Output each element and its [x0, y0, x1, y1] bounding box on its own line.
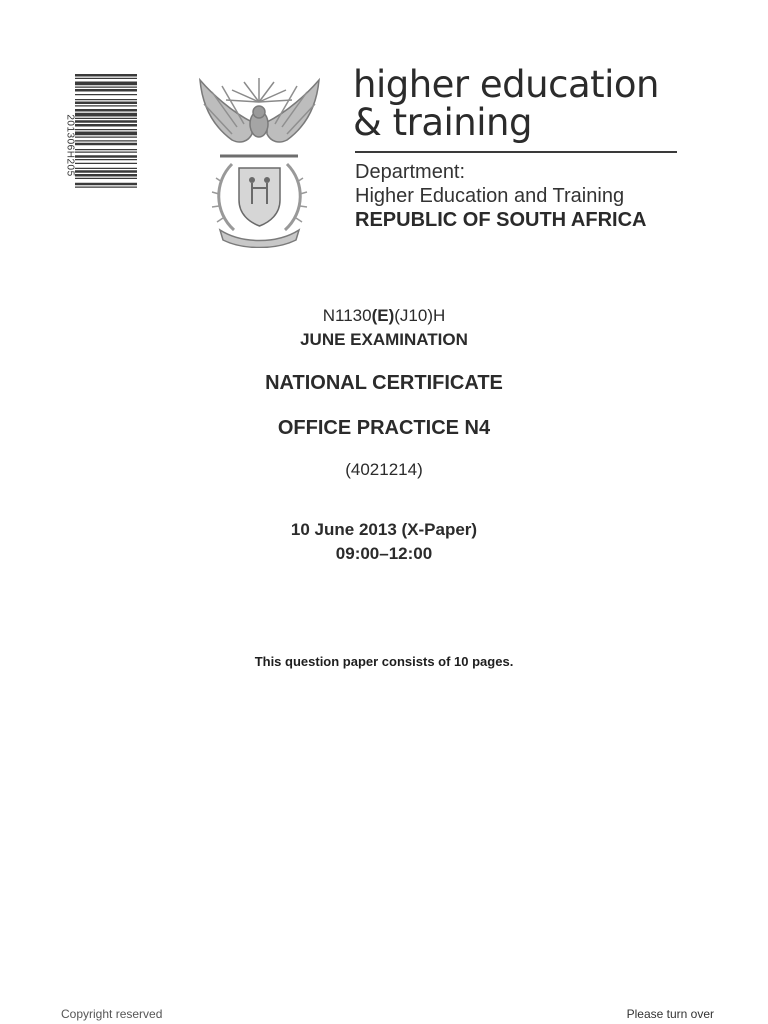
south-africa-coat-of-arms-icon — [192, 72, 327, 248]
department-name: Higher Education and Training — [355, 185, 625, 207]
pages-note: This question paper consists of 10 pages. — [254, 654, 514, 669]
copyright-note: Copyright reserved — [61, 1007, 163, 1021]
paper-code-language: (E) — [371, 306, 395, 325]
exam-time: 09:00–12:00 — [335, 544, 433, 563]
paper-code-prefix: N1130 — [322, 306, 372, 325]
exam-session: JUNE EXAMINATION — [300, 330, 468, 349]
barcode-number: 201306H205 — [64, 114, 76, 177]
country-name: REPUBLIC OF SOUTH AFRICA — [355, 209, 647, 231]
turn-over-note: Please turn over — [626, 1007, 714, 1021]
paper-code-suffix: (J10)H — [394, 306, 446, 325]
brand-title — [353, 63, 659, 144]
brand-line-2: & training — [353, 101, 532, 144]
brand-divider — [355, 151, 677, 153]
subject-title: OFFICE PRACTICE N4 — [277, 417, 491, 439]
department-block — [355, 160, 646, 232]
certificate-title: NATIONAL CERTIFICATE — [265, 372, 503, 394]
brand-line-1: higher education — [353, 63, 659, 106]
subject-code: (4021214) — [345, 460, 423, 479]
paper-code — [0, 306, 768, 326]
department-label: Department: — [355, 161, 466, 183]
barcode — [75, 74, 137, 226]
exam-date: 10 June 2013 (X-Paper) — [290, 520, 478, 539]
